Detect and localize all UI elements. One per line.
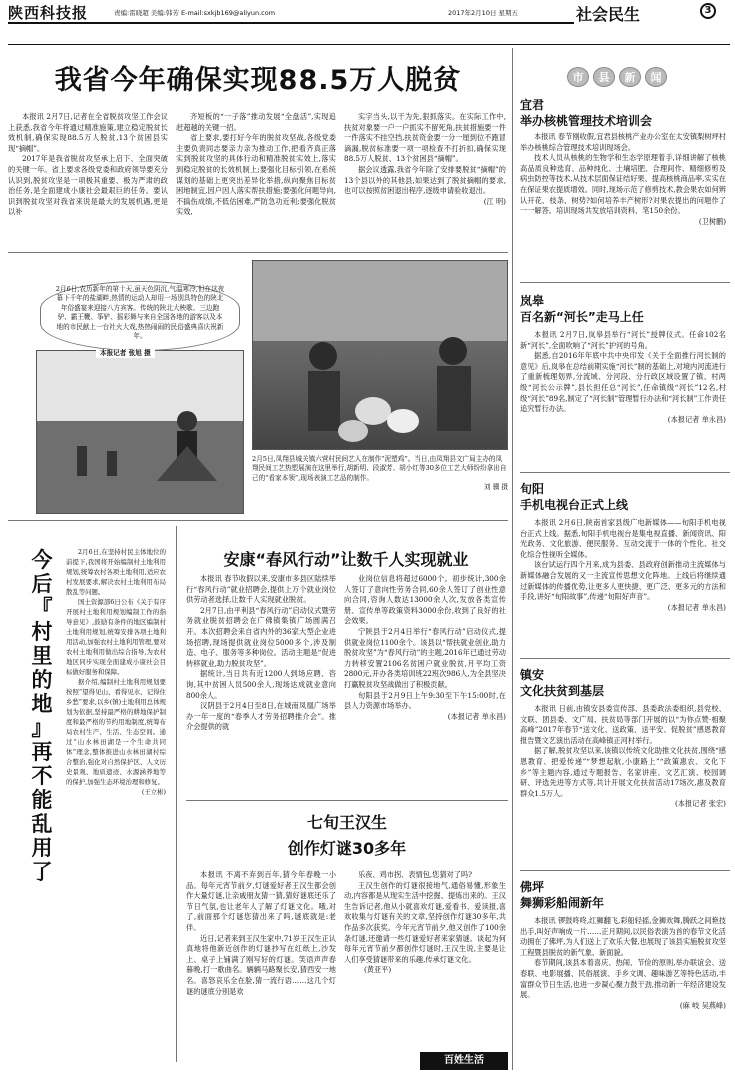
- caption-text: 2月5日,凤翔县城关镇六营村民间艺人在制作“泥塑鸡”。当日,由凤翔县文广局主办的凤翔民间工艺热塑展演在这里举行,胡新明、段淑芳、胡小红等30多位工艺大师纷纷拿出自己的“看家本领”,现场表演工艺品的制作。: [252, 455, 507, 482]
- paragraph: 实字当头,以干为先,狠抓落实。在实际工作中,扶贫对象要一户一户抓实不留死角,扶贫措施要一件一件落实不挂空挡,扶贫资金要一分一厘到位不跑冒滴漏,脱贫标准要一项一项检查不打折扣,确保实现88.5万人脱贫、13个贫困县“摘帽”。: [344, 112, 506, 164]
- news-body: [520, 916, 726, 1011]
- paragraph: 本报讯 日前,由镇安县委宣传部、县委政法委组织,县党校、文联、团县委、文广局、扶贫局等部门开展的以“为你点赞·相聚高峰”2017年春节“送文化、送政策、送平安、促脱贫”感恩教育报告暨文艺演出活动在高峰镇正河村举行。: [520, 704, 726, 745]
- paragraph: 本报讯 不离不弃到百年,猜今年春晚一小品。每年元宵节前夕,灯谜爱好者王汉生都会创作大量灯谜,让亲戚朋友猜一猜,猜好谜底还乐了节日气氛,也让老年人了解了灯谜文化。哦,对了,前面那个灯谜您猜出来了吗,谜底就是:老伴。: [186, 870, 336, 932]
- bubble-text: 2月6日,农历新年的第十天,虽天色阴沉,气温寒冷,但在这夜幕下千年的盐湖畔,热情的运动人却用一场别具特色的陕北年俗盛宴来迎接八方宾客。传统的陕北大秧歌、三边跑驴、霸王鞭、筝铲、摇彩舞与来自全国各地的游客以及本地的市民献上一台社火大戏,热热闹闹的民俗盛典喜庆祝新年。: [55, 285, 225, 341]
- news-title: 文化扶贫到基层: [520, 684, 605, 698]
- lead-headline: 我省今年确保实现88.5万人脱贫: [54, 65, 462, 96]
- news-rule: [520, 282, 730, 283]
- paragraph: 据介绍,编制村土地利用规划要按照“望得见山、看得见水、记得住乡愁”要求,以乡(镇)土地利用总体规划为依据,坚持最严格的耕地保护制度和最严格的节约用地制度,统筹布局农村生产、生活、生态空间。通过“山水林田湖是一个生命共同体”理念,整体推进山水林田湖村综合整治,强化对自然保护区、人文历史景观、地质遗迹、水源涵养地等的保护,加强生态环境治理和修复。: [66, 678, 166, 786]
- paragraph: 据悉,自2016年年底中共中央印发《关于全面推行河长制的意见》后,岚皋在总结前期实施“河长”制的基础上,对境内河流进行了重新梳理划界,分流域、分河段、分行政区域设置了镇、村两级“河长公示牌”,县长担任总“河长”,任命镇级“河长”12名,村级“河长”89名,制定了“河长制”管理暂行办法和“河长制”工作责任追究暂行办法。: [520, 351, 726, 414]
- news-title: 举办核桃管理技术培训会: [520, 114, 653, 128]
- title-char: 乱: [31, 812, 53, 836]
- news-place: 佛坪: [520, 880, 545, 894]
- clay-chicken-photo: [252, 260, 508, 450]
- photo-bubble: [40, 281, 240, 351]
- paragraph: 2月7日,由平利县“春风行动”启动仪式暨劳务就业脱贫招聘会在广佛镇集镇广场圆满召开。本次招聘会来自省内外的36家大型企业进场招聘,现场提供就业岗位5000多个,涉及制造、电子、服务等多种岗位。活动主题是“促进转移就业,助力脱贫攻坚”。: [186, 605, 336, 668]
- badge-char: 新: [619, 67, 641, 87]
- news-body: [520, 330, 726, 425]
- editors-line: 责编:雷晓超 美编:韩芳 E-mail:sxkjb169@aliyun.com: [114, 9, 276, 17]
- paragraph: 本报讯 2月6日,陕南首家县级广电新媒体——旬阳手机电视台正式上线。据悉,旬阳手机电视台是集电视直播、新闻资讯、阳光政务、文化旅游、便民服务、互动交流于一体的个性化、社交化综合性视听全媒体。: [520, 518, 726, 559]
- paragraph: 齐短板的“一子落”推动发展“全盘活”,实现追赶超越的关键一招。: [176, 112, 336, 132]
- title-char: 能: [31, 788, 53, 812]
- paragraph: 旬阳县于2月9日上午9:30至下午15:00时,在县人力资源市场举办。: [344, 690, 506, 711]
- section-tag: 百姓生活: [420, 1052, 508, 1070]
- news-place: 岚皋: [520, 294, 545, 308]
- news-rule: [520, 658, 730, 659]
- clay-photo-caption: [252, 455, 508, 493]
- paragraph: 据统计,当日共有近1200人到场应聘、咨询,其中贫困人员500余人,现场达成就业意向800余人。: [186, 669, 336, 700]
- issue-date: 2017年2月10日 星期五: [448, 9, 519, 17]
- news-body: [520, 518, 726, 613]
- section-rule: [8, 252, 508, 253]
- news-place: 旬阳: [520, 482, 545, 496]
- paragraph: 据了解,脱贫攻坚以来,该镇以传统文化助推文化扶贫,围绕“感恩教育、把爱传递”“梦想起航,小康路上”“政策惠农、文化下乡”等主题内容,通过专题报告、名家讲座、文艺汇演、校园调研、评选先进等方式等,共计开展文化扶贫活动17场次,惠及教育群众1.5万人。: [520, 746, 726, 798]
- section-rule: [8, 520, 508, 521]
- spring-column-1: [186, 574, 336, 733]
- bubble-credit: 本报记者 张旭 摄: [96, 349, 155, 358]
- news-signature: (本报记者 单永昌): [667, 414, 726, 424]
- news-title: 手机电视台正式上线: [520, 498, 629, 512]
- lead-column-2: [176, 112, 336, 218]
- paragraph: 乐夜、鸡市拐、表情包,您猜对了吗?: [358, 870, 472, 879]
- county-news-badge: [563, 67, 671, 87]
- paragraph: 王汉生创作的灯谜很接地气,通俗易懂,形象生动,内容都是从现实生活中挖掘、提炼出来的。王汉生告诉记者,他从小就喜欢灯谜,爱看书、爱读报,喜欢收集与灯谜有关的文章,坚持创作灯谜30多年,共作品多次获奖。今年元宵节前夕,他又创作了100余条灯谜,还邀请一些灯谜爱好者来家猜谜。谈起为何每年元宵节前夕都创作灯谜时,王汉生说,主要是让人们享受猜谜带来的乐趣,传承灯谜文化。: [344, 880, 506, 964]
- paragraph: 本报讯 春节刚收假,宜君县核桃产业办公室在太安镇梨树坪村举办核桃综合管理技术培训现场会。: [520, 132, 726, 152]
- news-place: 宜君: [520, 98, 545, 112]
- paragraph: 春节期间,该县本着喜庆、热闹、节俭的原则,举办联谊会、送春联、电影展播、民俗展演、手乡文调、趣味游艺等特色活动,丰富群众节日生活,也进一步凝心聚力鼓干劲,推动新一年经济建设发展。: [520, 958, 726, 1000]
- news-body: [520, 704, 726, 810]
- title-char: 里: [31, 644, 53, 668]
- news-signature: (卫树鹏): [698, 216, 726, 226]
- commentary-divider: [176, 526, 177, 1062]
- paragraph: 业岗位信息将超过6000个。初步统计,300余人签订了意向性劳务合同,60余人签订了创业性意向合同,咨询人数达13000余人次,发放各类宣传册、宣传单等政策资料3000余份,收到了良好的社会效果。: [344, 574, 506, 626]
- title-char: 村: [31, 620, 53, 644]
- title-char: 的: [31, 668, 53, 692]
- lantern-column-2: [344, 870, 506, 976]
- lead-column-1: [8, 112, 168, 218]
- newspaper-logo: 陕西科技报: [8, 4, 89, 22]
- title-char: 今: [31, 548, 53, 572]
- lead-signature: (江 明): [483, 196, 506, 206]
- paragraph: 2017年是我省脱贫攻坚承上启下、全面突破的关键一年。省上要求各级党委和政府领导要充分认识到,脱贫攻坚是一项极其重要、极为严肃的政治任务,是全面建成小康社会最艰巨的任务。要认识到脱贫攻坚对我省来说是最大的发展机遇,更是以补: [8, 154, 168, 217]
- title-char: 地: [31, 692, 53, 716]
- paragraph: 技术人员从核桃的生物学和生态学原理着手,详细讲解了核桃高品质良种选育、品种纯化、土壤培肥、合理间作、精细修剪及病虫防控等技术,从技术层面保证结好果、提高核桃商品率,实实在在保证果农提质增效。同时,现场示范了修剪技术,教会果农如何辨认开花、枝条、树势?如何培养丰产树形?对果农提出的问题作了一一解答。培训现场共发放培训资料、笔150余份。: [520, 153, 726, 216]
- section-title: 社会民生: [576, 5, 641, 24]
- badge-char: 闻: [645, 67, 667, 87]
- title-char: 『: [31, 596, 53, 620]
- title-char: 后: [31, 572, 53, 596]
- lantern-headline-line2: 创作灯谜30多年: [287, 839, 407, 858]
- spring-column-2: [344, 574, 506, 722]
- dance-performer-illustration: [37, 351, 244, 514]
- masthead-rule-bottom: [8, 44, 730, 45]
- spring-action-headline: 安康“春风行动”让数千人实现就业: [223, 550, 469, 569]
- masthead-rule: [8, 22, 574, 24]
- paragraph: 本报讯 锣鼓咚咚,红狮翻飞,彩船轻摇,金狮欢舞,腾跃之间艳技出手,叫好声响成一片……正月期间,以民俗表演为首的春节文化活动拥在了佛坪,为人们送上了欢乐大餐,也展现了该县实施脱贫攻坚工程暨县脱贫的新气象、新面貌。: [520, 916, 726, 957]
- title-char: 』: [31, 716, 53, 740]
- caption-credit: 刘 骥 摄: [484, 483, 508, 492]
- commentary-body: [66, 547, 166, 797]
- news-signature: (本报记者 单永昌): [667, 602, 726, 612]
- page-number: 3: [700, 3, 716, 19]
- paragraph: 据会议透露,我省今年除了安排要脱贫“摘帽”的13个县以外的其他县,如果达到了脱贫摘帽的要求,也可以按照贫困退出程序,逐级申请验收退出。: [344, 164, 506, 196]
- news-rule: [520, 870, 730, 871]
- lantern-column-1: [186, 870, 336, 997]
- paragraph: 2月6日,在坚持村民主体地位的前提下,我国将开始编制村土地利用规划,统筹农村各项土地利用,适应农村发展要求,解决农村土地利用布局散乱等问题。: [66, 548, 166, 596]
- paragraph: 本报讯 2月7日,记者在全省脱贫攻坚工作会议上获悉,我省今年将通过精准施策,建立稳定脱贫长效机制,确保实现88.5万人脱贫,13个贫困县实现“摘帽”。: [8, 112, 168, 153]
- lantern-signature: (黄亚平): [364, 965, 392, 975]
- news-signature: (麻 岐 吴燕峰): [679, 1000, 726, 1010]
- title-char: 用: [31, 836, 53, 860]
- badge-char: 市: [567, 67, 589, 87]
- news-title: 百名新“河长”走马上任: [520, 310, 644, 324]
- news-body: [520, 132, 726, 227]
- news-rule: [520, 472, 730, 473]
- news-signature: (本报记者 张宏): [674, 799, 726, 809]
- news-place: 镇安: [520, 668, 545, 682]
- paragraph: 汉阴县于2月4日至8日,在城南凤凰广场举办一年一度的“春季人才劳务招聘推介会”。推介会提供的就: [186, 701, 336, 732]
- yangge-dance-photo: [36, 350, 244, 514]
- commentary-title: [28, 548, 56, 884]
- lantern-headline-line1: 七旬王汉生: [306, 813, 387, 832]
- paragraph: 近日,记者来到王汉生家中,71岁王汉生正认真地将他新近创作的灯谜抄写在红纸上,沙发上、桌子上铺满了刚写好的灯谜。笑语声声春暮晚,打一歌曲名。辆辆马路聚长安,猜西安一地名。喜怒哀乐全在脸,猜一流行语……这几个灯谜的谜底分别是欢: [186, 933, 336, 996]
- artisan-illustration: [253, 261, 508, 450]
- lead-column-3: [344, 112, 506, 207]
- right-column-divider: [512, 48, 513, 1070]
- paragraph: 该台试运行四个月来,成为县委、县政府创新推动主流媒体与新媒体融合发展的又一主流宣传思想文化阵地。上线后将继续通过新媒体的传播优势,让更多人更快捷、更广泛、更多元的方法和手段,讲好“旬阳故事”,传递“旬阳好声音”。: [520, 560, 726, 602]
- commentary-signature: (王立彬): [141, 788, 166, 796]
- lantern-headline: [202, 810, 492, 862]
- title-char: 不: [31, 764, 53, 788]
- news-title: 舞狮彩船闹新年: [520, 896, 605, 910]
- paragraph: 本报讯 2月7日,岚皋县举行“河长”授牌仪式。任命102名新“河长”,全面吹响了“河长”护河的号角。: [520, 330, 726, 350]
- section-rule: [186, 800, 508, 801]
- spring-signature: (本报记者 单永昌): [447, 711, 506, 721]
- title-char: 再: [31, 740, 53, 764]
- paragraph: 省上要求,要打好今年的脱贫攻坚战,各级党委主要负责同志要亲力亲为推动工作,把看齐真正落实到脱贫攻坚的具体行动和精准脱贫实效上,落实到稳定脱贫的长效机制上;要强化目标引领,在系统谋划的基础上更突出差异化举措,纵向聚焦目标贫困地制宜,因户因人落实帮扶措施;要强化问题导向,不搞伤成绩,不低估困难,严防急功近利;要强化脱贫实效,: [176, 133, 336, 217]
- paragraph: 本报讯 春节收假以来,安康市多县区陆续举行“春风行动”就业招聘会,提供上万个就业岗位供劳动者选择,让数千人实现就业脱贫。: [186, 574, 336, 605]
- masthead: [0, 0, 735, 44]
- paragraph: 国土资源部6日公布《关于有序开展村土地利用规划编制工作的指导意见》,鼓励有条件的地区编制村土地利用规划,统筹安排各项土地利用活动,加强农村土地利用管理,要对农村土地利用做出综合指导,为农村地区同步实现全面建成小康社会目标做好服务和保障。: [66, 598, 166, 676]
- badge-char: 县: [593, 67, 615, 87]
- title-char: 了: [31, 860, 53, 884]
- paragraph: 宁陕县于2月4日举行“春风行动”启动仪式,提供就业岗位1100余个。该县以“帮扶就业创业,助力脱贫攻坚”为“春风行动”的主题,2016年已通过劳动力转移安置2106名贫困户就业脱贫,月平均工资2800元,开办各类培训班22班次986人,为全县坚决打赢脱贫攻坚战做出了积极贡献。: [344, 626, 506, 689]
